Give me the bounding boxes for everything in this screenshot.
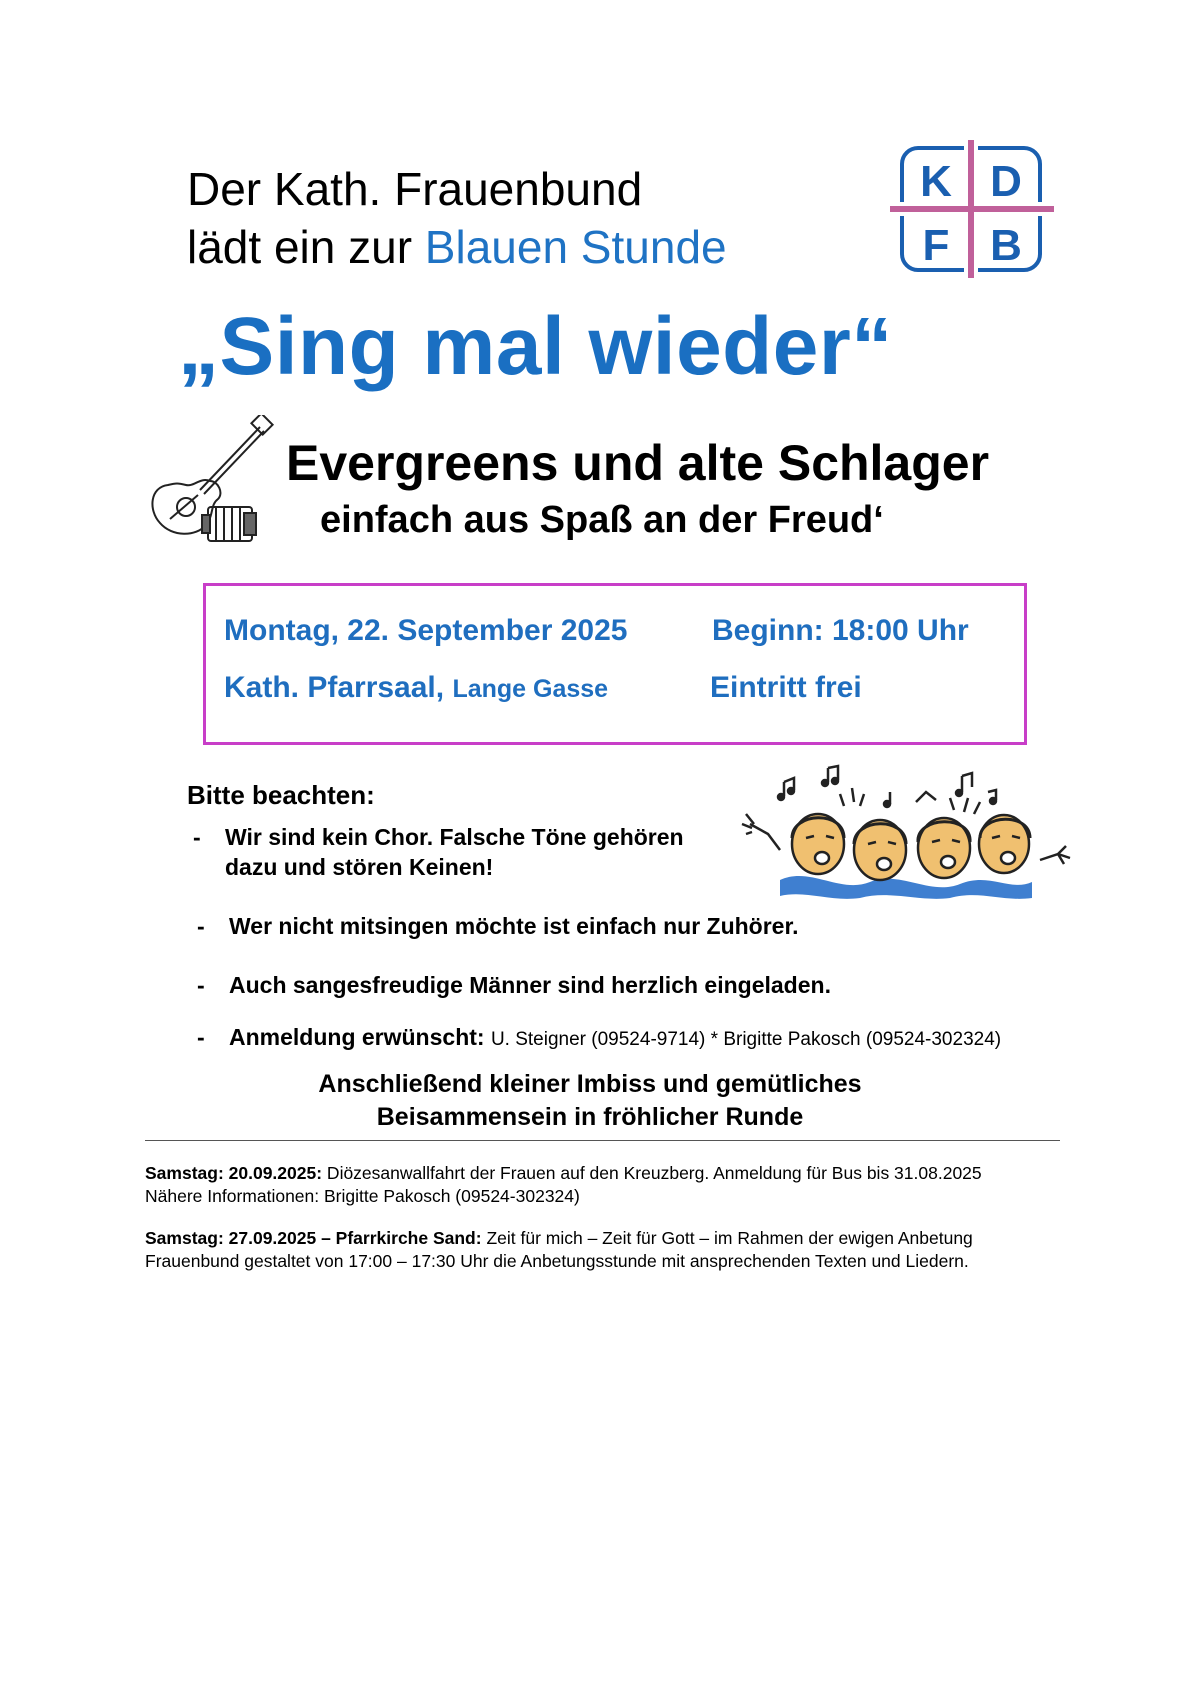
- list-dash: -: [197, 1024, 205, 1050]
- footer-2-line2: Frauenbund gestaltet von 17:00 – 17:30 Uhr die Anbetungsstunde mit ansprechenden Texten und Liedern.: [145, 1251, 969, 1271]
- event-street: Lange Gasse: [452, 675, 609, 703]
- registration-contacts: U. Steigner (09524-9714) * Brigitte Pakosch (09524-302324): [490, 1029, 1002, 1050]
- footer-1-label: Samstag: 20.09.2025:: [145, 1163, 323, 1183]
- list-item-line2: dazu und stören Keinen!: [225, 854, 494, 880]
- list-dash: -: [197, 972, 205, 998]
- event-place-name: Kath. Pfarrsaal,: [224, 671, 445, 704]
- list-dash: -: [193, 824, 201, 850]
- closing-line2: Beisammensein in fröhlicher Runde: [376, 1103, 804, 1131]
- event-entry: Eintritt frei: [710, 671, 862, 704]
- event-info-box: [203, 583, 1027, 745]
- header-line1: Der Kath. Frauenbund: [187, 163, 643, 215]
- list-item-text: [229, 1022, 1001, 1055]
- registration-label: Anmeldung erwünscht:: [229, 1024, 485, 1050]
- subtitle-line1: Evergreens und alte Schlager: [286, 435, 990, 491]
- logo-letter-b: B: [990, 221, 1022, 270]
- footer-2-label: Samstag: 27.09.2025 – Pfarrkirche Sand:: [145, 1228, 482, 1248]
- footer-announcement-1: [145, 1162, 982, 1208]
- closing-line1: Anschließend kleiner Imbiss und gemütliches: [318, 1070, 862, 1098]
- footer-announcement-2: [145, 1227, 973, 1273]
- event-start: Beginn: 18:00 Uhr: [712, 614, 969, 647]
- footer-1-line2: Nähere Informationen: Brigitte Pakosch (09524-302324): [145, 1186, 580, 1206]
- footer-1-text: Diözesanwallfahrt der Frauen auf den Kreuzberg. Anmeldung für Bus bis 31.08.2025: [322, 1163, 982, 1183]
- logo-letter-f: F: [922, 221, 950, 270]
- footer-2-text: Zeit für mich – Zeit für Gott – im Rahmen der ewigen Anbetung: [481, 1228, 973, 1248]
- list-dash: -: [197, 913, 205, 939]
- kdfb-logo-icon: [888, 138, 1056, 280]
- subtitle-line2: einfach aus Spaß an der Freud‘: [320, 499, 884, 541]
- logo-letter-d: D: [990, 157, 1022, 206]
- header-line2: [187, 218, 727, 276]
- list-item-line1: Wir sind kein Chor. Falsche Töne gehören: [225, 824, 684, 850]
- logo-letter-k: K: [920, 157, 952, 206]
- list-item-text: [225, 822, 684, 882]
- page-title: „Sing mal wieder“: [178, 301, 893, 392]
- header-line2-highlight: Blauen Stunde: [424, 221, 727, 273]
- list-item-text: Auch sangesfreudige Männer sind herzlich eingeladen.: [229, 972, 831, 998]
- list-item-text: Wer nicht mitsingen möchte ist einfach nur Zuhörer.: [229, 913, 799, 939]
- singing-women-icon: [740, 762, 1076, 902]
- header: [187, 160, 727, 276]
- event-place: [224, 671, 608, 705]
- header-line2-prefix: lädt ein zur: [187, 221, 413, 273]
- guitar-accordion-icon: [148, 415, 280, 550]
- divider: [145, 1140, 1060, 1141]
- event-date: Montag, 22. September 2025: [224, 614, 628, 647]
- notes-heading: Bitte beachten:: [187, 780, 375, 810]
